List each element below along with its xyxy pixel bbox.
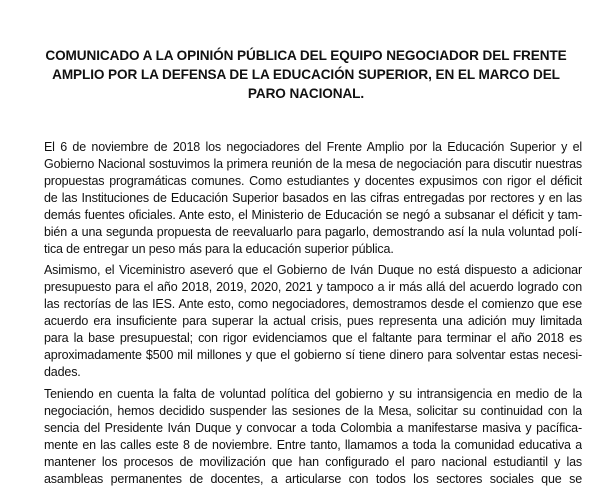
text-line: Gobierno Nacional sostuvimos la primera reunión de la mesa de negociación para discutir nuestras [44, 157, 582, 171]
text-line: para la base presupuestal; con rigor evidenciamos que el faltante para terminar el año 2018 es [44, 331, 582, 345]
text-line: bién a una segunda propuesta de reevaluarlo para pagarlo, demostrando así la nula voluntad polí- [44, 225, 582, 239]
title-line: COMUNICADO A LA OPINIÓN PÚBLICA DEL EQUIPO NEGOCIADOR DEL FRENTE [45, 48, 567, 63]
text-line: mente en las calles este 8 de noviembre. Entre tanto, llamamos a toda la comunidad educativa a [44, 438, 582, 452]
text-line: mantener los procesos de movilización que han configurado el paro nacional estudiantil y las [44, 455, 582, 469]
text-line: Asimismo, el Viceministro aseveró que el Gobierno de Iván Duque no está dispuesto a adicionar [44, 263, 582, 277]
text-line: aproximadamente $500 mil millones y que el gobierno sí tiene dinero para solventar estas necesi- [44, 348, 582, 362]
document-title [40, 46, 572, 103]
text-line: sencia del Presidente Iván Duque y convocar a toda Colombia a manifestarse masiva y pacífica- [44, 421, 582, 435]
title-line: AMPLIO POR LA DEFENSA DE LA EDUCACIÓN SUPERIOR, EN EL MARCO DEL [52, 67, 560, 82]
text-line: dades. [44, 365, 81, 379]
text-line: presupuesto para el año 2018, 2019, 2020, 2021 y tampoco a ir más allá del acuerdo logrado con [44, 280, 582, 294]
text-line: propuestas programáticas comunes. Como estudiantes y docentes expusimos con rigor el déficit [44, 174, 582, 188]
paragraph-1 [44, 139, 582, 258]
text-line: tica de entregar un peso más para la educación superior pública. [44, 242, 394, 256]
text-line: acuerdo era insuficiente para superar la actual crisis, pues representa una adición muy limitada [44, 314, 582, 328]
text-line: las rectorías de las IES. Ante esto, como negociadores, demostramos desde el comienzo que ese [44, 297, 582, 311]
paragraph-2 [44, 262, 582, 381]
text-line: de las Instituciones de Educación Superior basados en las cifras entregadas por rectores y en las [44, 191, 582, 205]
text-line: asambleas permanentes de docentes, a articularse con todos los sectores sociales que se [44, 472, 582, 486]
text-line: Teniendo en cuenta la falta de voluntad política del gobierno y su intransigencia en medio de la [44, 387, 582, 401]
text-line: negociación, hemos decidido suspender las sesiones de la Mesa, solicitar su continuidad con la [44, 404, 582, 418]
text-line: El 6 de noviembre de 2018 los negociadores del Frente Amplio por la Educación Superior y el [44, 140, 582, 154]
title-line: PARO NACIONAL. [247, 86, 365, 101]
text-line: demás fuentes oficiales. Ante esto, el Ministerio de Educación se negó a subsanar el déficit y tam- [44, 208, 582, 222]
paragraph-3 [44, 386, 582, 486]
